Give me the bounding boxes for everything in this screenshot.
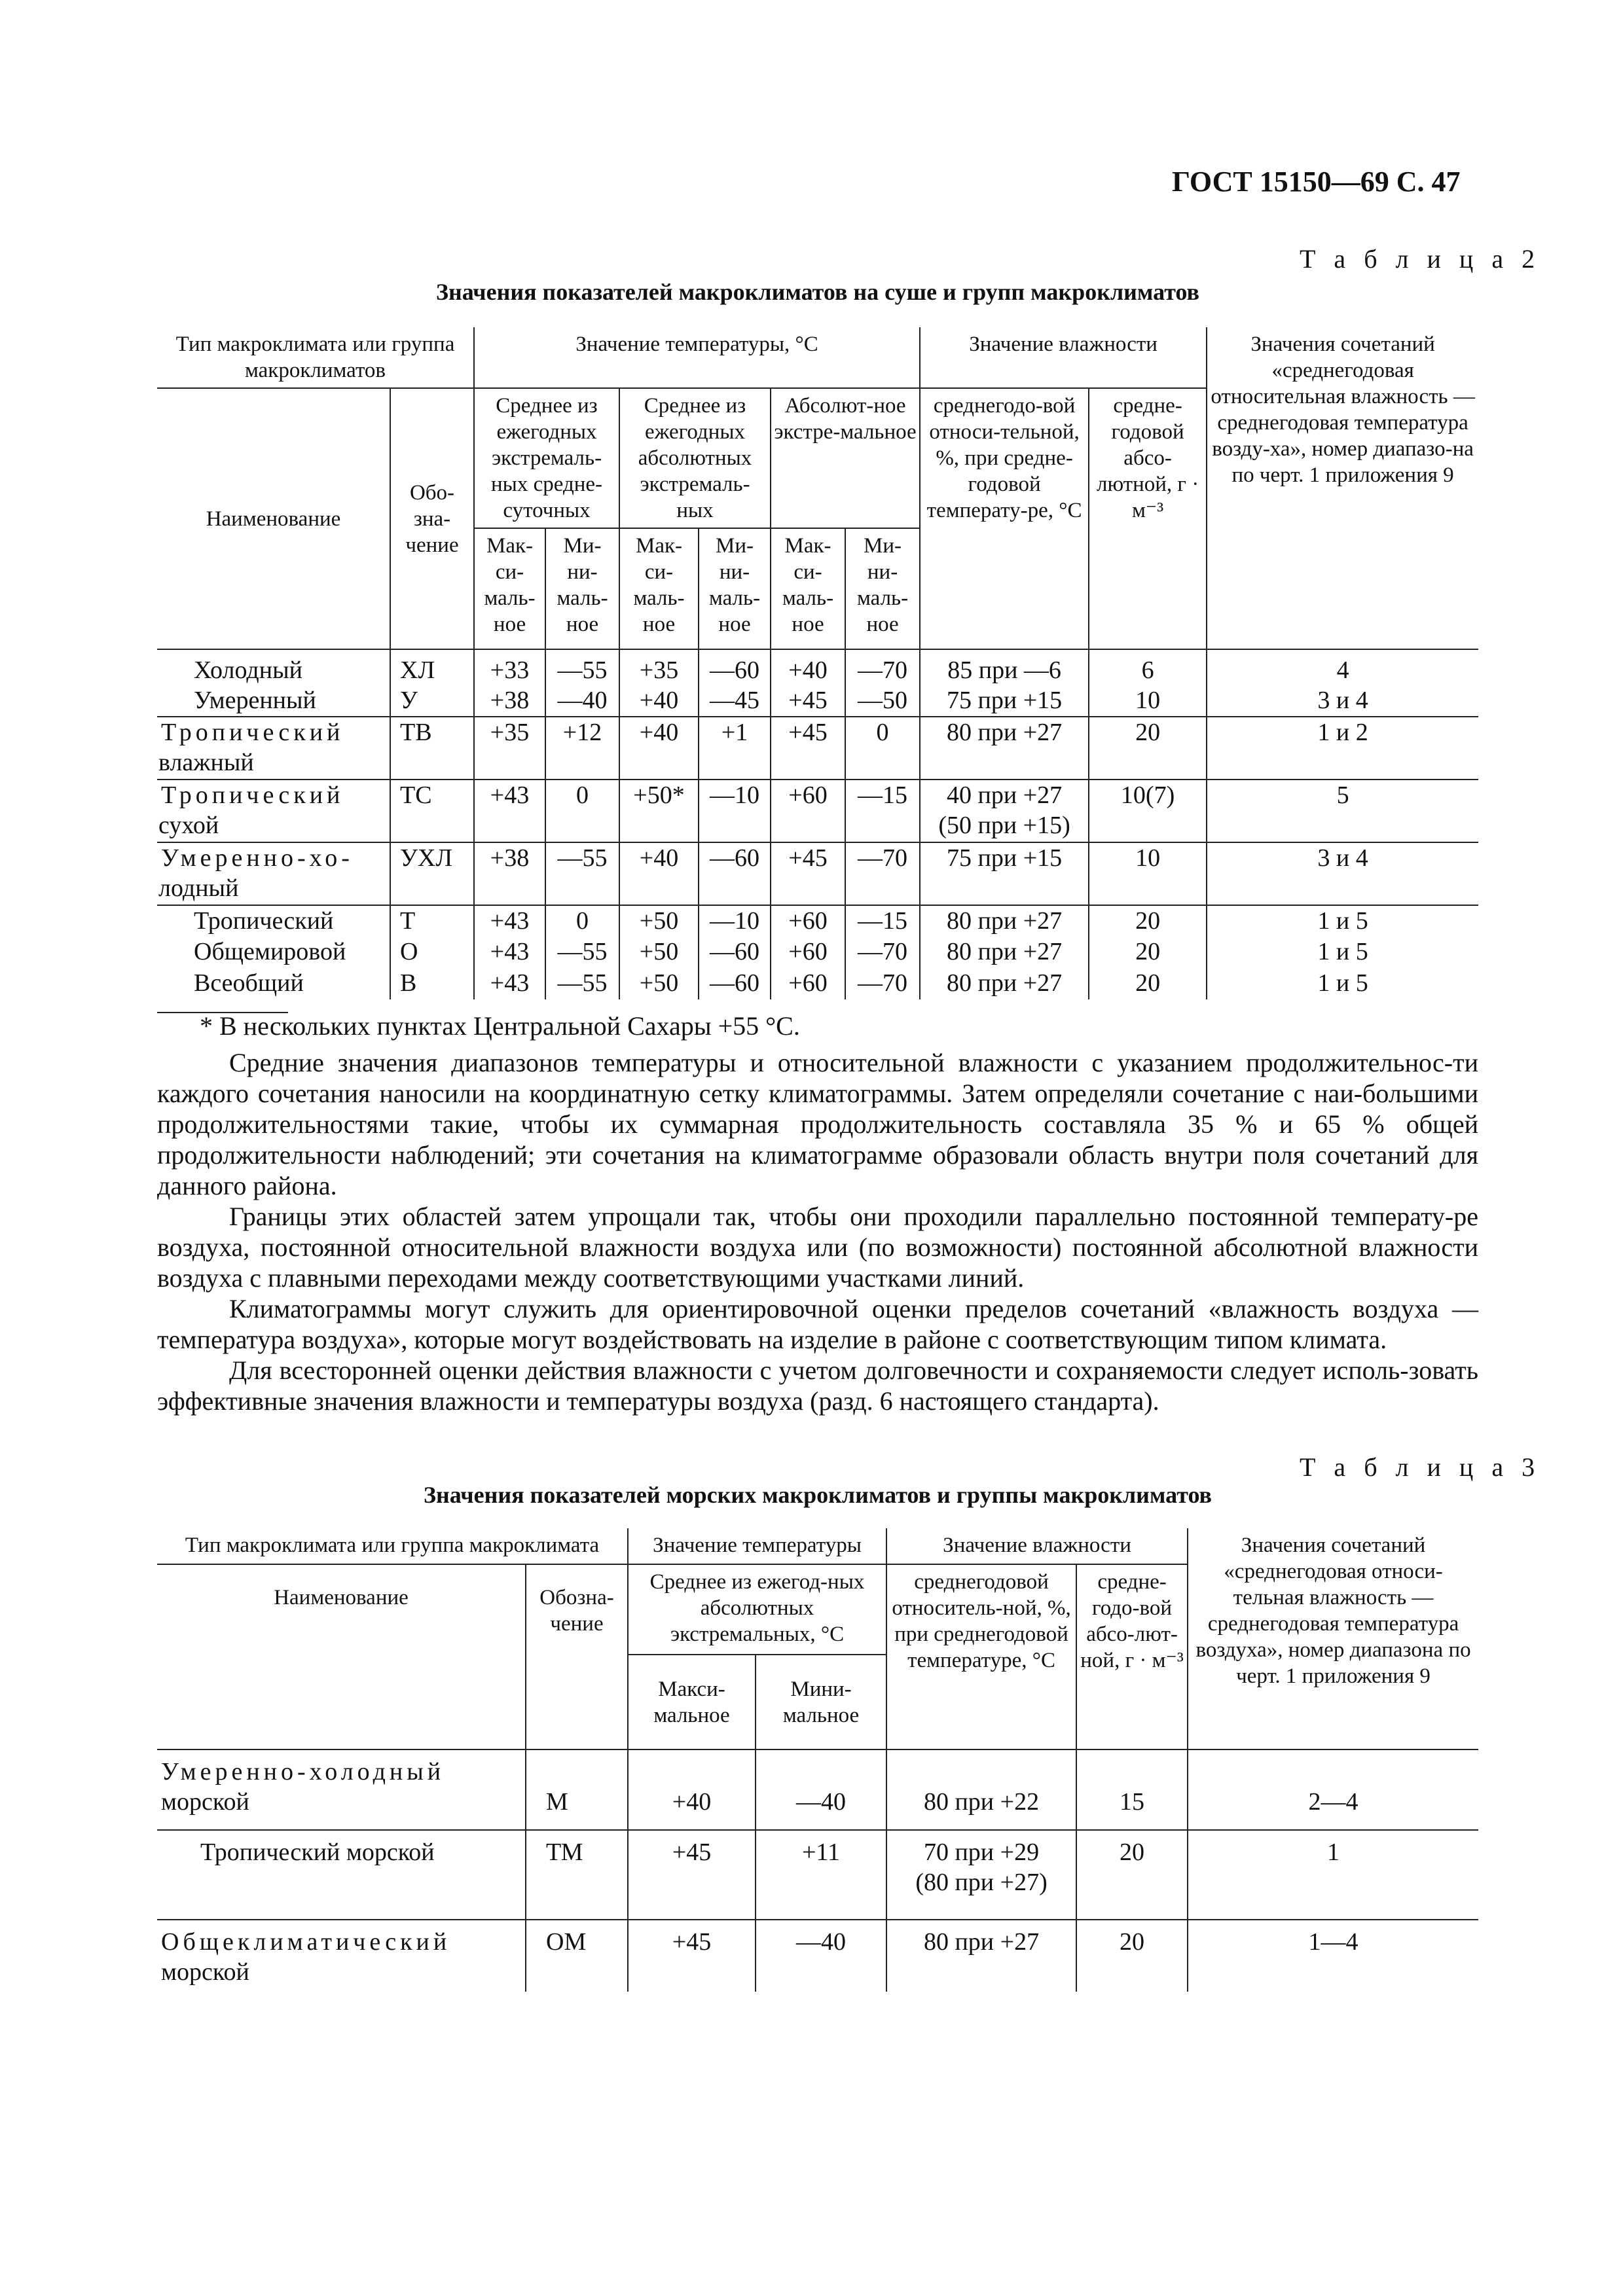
row-abs-humidity: 20 xyxy=(1076,1830,1188,1920)
table2-footnote: * В нескольких пунктах Центральной Сахары +55 °С. xyxy=(200,1011,800,1041)
row-rel-humidity xyxy=(886,1749,1076,1830)
row-rel-line2: (80 при +27) xyxy=(915,1869,1048,1896)
row-temp-value: +50* xyxy=(619,780,699,842)
row-temp-value: —10 xyxy=(699,905,771,937)
row-name-line2: влажный xyxy=(158,749,254,776)
row-temp-value: +35 xyxy=(474,717,545,780)
paragraph: Границы этих областей затем упрощали так, чтобы они проходили параллельно постоянной температу-ре воздуха, постоянной относительной влажности воздуха или (по возможности) постоянной абсолютной влажности воздуха с плавными переходами между соответствующими участками линий. xyxy=(157,1202,1478,1293)
t2-h-max: Мак-си-маль-ное xyxy=(619,528,699,649)
row-name-line2: морской xyxy=(161,1788,249,1816)
row-temp-value: +38 xyxy=(474,685,545,717)
row-temp-value: —50 xyxy=(845,685,920,717)
row-temp-value: —60 xyxy=(699,968,771,999)
table-row xyxy=(157,1749,1478,1830)
t2-h-max: Мак-си-маль-ное xyxy=(474,528,545,649)
row-temp-value: —55 xyxy=(545,842,619,905)
row-temp-value: 0 xyxy=(845,717,920,780)
t2-h-rel: среднегодо-вой относи-тельной, %, при средне-годовой температу-ре, °С xyxy=(920,388,1089,649)
row-abs-humidity: 10(7) xyxy=(1089,780,1207,842)
row-combination: 3 и 4 xyxy=(1207,842,1478,905)
row-temp-value: —70 xyxy=(845,649,920,685)
row-combination: 1 xyxy=(1188,1830,1478,1920)
row-name-line1: Умеренно-хо- xyxy=(161,844,354,872)
table3-label: Т а б л и ц а 3 xyxy=(1300,1452,1541,1482)
table-row xyxy=(157,717,1478,780)
row-temp-value: +40 xyxy=(619,717,699,780)
table-row xyxy=(157,905,1478,937)
table-row xyxy=(157,649,1478,685)
row-abs-humidity: 15 xyxy=(1076,1749,1188,1830)
t2-h-min: Ми-ни-маль-ное xyxy=(845,528,920,649)
row-rel-line1: 80 при +27 xyxy=(947,938,1063,965)
row-temp-value: —15 xyxy=(845,905,920,937)
table-row xyxy=(157,937,1478,968)
row-rel-humidity xyxy=(920,649,1089,685)
row-name xyxy=(157,1920,526,1992)
row-temp-value: +35 xyxy=(619,649,699,685)
row-code: ХЛ xyxy=(390,649,474,685)
paragraph: Климатограммы могут служить для ориентировочной оценки пределов сочетаний «влажность воздуха — температура воздуха», которые могут воздействовать на изделие в районе с соответствующим типом климата. xyxy=(157,1294,1478,1354)
row-rel-line1: 75 при +15 xyxy=(947,687,1063,714)
row-max: +45 xyxy=(628,1830,756,1920)
t3-h-humidity: Значение влажности xyxy=(886,1528,1188,1564)
row-max: +40 xyxy=(628,1749,756,1830)
row-name-line1: Тропический xyxy=(194,907,334,935)
row-name xyxy=(157,649,390,685)
row-code: У xyxy=(390,685,474,717)
row-rel-humidity xyxy=(920,685,1089,717)
row-name xyxy=(157,780,390,842)
row-temp-value: +43 xyxy=(474,968,545,999)
row-rel-humidity xyxy=(886,1830,1076,1920)
row-temp-value: —70 xyxy=(845,842,920,905)
t2-h-min: Ми-ни-маль-ное xyxy=(545,528,619,649)
t2-h-humidity: Значение влажности xyxy=(920,327,1207,388)
row-abs-humidity: 6 xyxy=(1089,649,1207,685)
row-abs-humidity: 10 xyxy=(1089,685,1207,717)
row-name-line2: морской xyxy=(161,1958,249,1986)
t2-h-avg-daily: Среднее из ежегодных экстремаль-ных средне-суточных xyxy=(474,388,619,528)
t2-h-abs: средне-годовой абсо-лютной, г · м⁻³ xyxy=(1089,388,1207,649)
t3-h-rel: среднегодовой относитель-ной, %, при среднегодовой температуре, °С xyxy=(886,1564,1076,1749)
row-temp-value: +33 xyxy=(474,649,545,685)
row-code: М xyxy=(526,1749,628,1830)
t2-h-avg-abs: Среднее из ежегодных абсолютных экстремаль-ных xyxy=(619,388,771,528)
row-temp-value: +45 xyxy=(771,685,845,717)
t3-h-type: Тип макроклимата или группа макроклимата xyxy=(157,1528,628,1564)
t2-h-code: Обо-зна-чение xyxy=(390,388,474,649)
row-rel-humidity xyxy=(920,937,1089,968)
row-temp-value: —55 xyxy=(545,968,619,999)
row-abs-humidity: 20 xyxy=(1076,1920,1188,1992)
row-combination: 1 и 5 xyxy=(1207,968,1478,999)
row-combination: 5 xyxy=(1207,780,1478,842)
row-abs-humidity: 20 xyxy=(1089,968,1207,999)
row-temp-value: +40 xyxy=(771,649,845,685)
row-code: ОМ xyxy=(526,1920,628,1992)
t2-h-max: Мак-си-маль-ное xyxy=(771,528,845,649)
paragraph: Средние значения диапазонов температуры и относительной влажности с указанием продолжительнос-ти каждого сочетания наносили на координатную сетку климатограммы. Затем определяли сочетание с наи-большими продолжительностями такие, чтобы их суммарная продолжительность составляла 35 % и 65 % общей продолжительности наблюдений; эти сочетания на климатограмме образовали область внутри поля сочетаний для данного района. xyxy=(157,1048,1478,1200)
row-code: ТС xyxy=(390,780,474,842)
row-temp-value: +40 xyxy=(619,685,699,717)
row-name xyxy=(157,717,390,780)
row-rel-line1: 75 при +15 xyxy=(947,844,1063,872)
row-temp-value: +38 xyxy=(474,842,545,905)
row-temp-value: 0 xyxy=(545,905,619,937)
table-row xyxy=(157,780,1478,842)
row-name-line2: лодный xyxy=(158,874,239,902)
row-rel-line1: 80 при +27 xyxy=(947,719,1063,746)
row-combination: 1 и 5 xyxy=(1207,905,1478,937)
row-temp-value: +43 xyxy=(474,905,545,937)
row-combination: 2—4 xyxy=(1188,1749,1478,1830)
t3-h-code: Обозна-чение xyxy=(526,1564,628,1749)
row-min: —40 xyxy=(756,1920,886,1992)
t2-h-comb: Значения сочетаний «среднегодовая относительная влажность — среднегодовая температура возду-ха», номер диапазо-на по черт. 1 приложения 9 xyxy=(1207,327,1478,649)
row-temp-value: +60 xyxy=(771,968,845,999)
row-rel-humidity xyxy=(920,968,1089,999)
row-name-line2: сухой xyxy=(158,812,219,839)
table3 xyxy=(157,1528,1478,1992)
row-rel-line1: 85 при —6 xyxy=(947,656,1061,684)
row-temp-value: —40 xyxy=(545,685,619,717)
row-name-line1: Общемировой xyxy=(194,938,346,965)
table-row xyxy=(157,1920,1478,1992)
row-rel-line1: 70 при +29 xyxy=(923,1839,1040,1866)
row-rel-humidity xyxy=(920,905,1089,937)
row-temp-value: —60 xyxy=(699,649,771,685)
row-temp-value: —70 xyxy=(845,968,920,999)
row-temp-value: +60 xyxy=(771,905,845,937)
table3-title: Значения показателей морских макроклиматов и группы макроклиматов xyxy=(424,1482,1212,1508)
row-rel-line2: (50 при +15) xyxy=(938,812,1070,839)
row-temp-value: +50 xyxy=(619,905,699,937)
row-name xyxy=(157,1830,526,1920)
row-temp-value: 0 xyxy=(545,780,619,842)
row-combination: 1 и 5 xyxy=(1207,937,1478,968)
t2-h-name: Наименование xyxy=(157,388,390,649)
row-code: Т xyxy=(390,905,474,937)
row-min: —40 xyxy=(756,1749,886,1830)
row-temp-value: —15 xyxy=(845,780,920,842)
row-temp-value: +60 xyxy=(771,780,845,842)
row-abs-humidity: 20 xyxy=(1089,937,1207,968)
t3-h-max: Макси-мальное xyxy=(628,1655,756,1749)
row-temp-value: —60 xyxy=(699,937,771,968)
row-abs-humidity: 10 xyxy=(1089,842,1207,905)
t2-h-min: Ми-ни-маль-ное xyxy=(699,528,771,649)
paragraph: Для всесторонней оценки действия влажности с учетом долговечности и сохраняемости следует исполь-зовать эффективные значения влажности и температуры воздуха (разд. 6 настоящего стандарта). xyxy=(157,1355,1478,1416)
row-name xyxy=(157,685,390,717)
table2-title: Значения показателей макроклиматов на суше и групп макроклиматов xyxy=(436,279,1199,305)
row-temp-value: +40 xyxy=(619,842,699,905)
row-name xyxy=(157,968,390,999)
row-name xyxy=(157,905,390,937)
row-name-line1: Умеренный xyxy=(194,687,316,714)
body-text xyxy=(157,1047,1478,1416)
t3-h-abs: средне-годо-вой абсо-лют-ной, г · м⁻³ xyxy=(1076,1564,1188,1749)
table-row xyxy=(157,968,1478,999)
row-temp-value: +50 xyxy=(619,937,699,968)
row-name-line1: Тропический xyxy=(161,781,344,809)
row-temp-value: —60 xyxy=(699,842,771,905)
row-rel-humidity xyxy=(920,842,1089,905)
table-row xyxy=(157,842,1478,905)
row-combination: 1 и 2 xyxy=(1207,717,1478,780)
table2-label: Т а б л и ц а 2 xyxy=(1300,244,1541,274)
row-temp-value: —55 xyxy=(545,937,619,968)
row-rel-line1: 80 при +27 xyxy=(947,969,1063,997)
row-code: О xyxy=(390,937,474,968)
t2-h-temp: Значение температуры, °С xyxy=(474,327,920,388)
row-temp-value: +60 xyxy=(771,937,845,968)
t3-h-comb: Значения сочетаний «среднегодовая относи-тельная влажность — среднегодовая температура воздуха», номер диапазона по черт. 1 приложения 9 xyxy=(1188,1528,1478,1749)
row-min: +11 xyxy=(756,1830,886,1920)
row-name xyxy=(157,842,390,905)
row-name-line1: Всеобщий xyxy=(194,969,304,997)
row-abs-humidity: 20 xyxy=(1089,717,1207,780)
row-rel-humidity xyxy=(920,780,1089,842)
row-name-line1: Общеклиматический xyxy=(161,1928,451,1956)
row-temp-value: —70 xyxy=(845,937,920,968)
row-rel-line1: 80 при +27 xyxy=(923,1928,1040,1956)
row-max: +45 xyxy=(628,1920,756,1992)
row-rel-line1: 40 при +27 xyxy=(947,781,1063,809)
row-rel-line1: 80 при +22 xyxy=(923,1788,1040,1816)
row-rel-humidity xyxy=(920,717,1089,780)
row-rel-line1: 80 при +27 xyxy=(947,907,1063,935)
row-code: В xyxy=(390,968,474,999)
row-combination: 4 xyxy=(1207,649,1478,685)
table-row xyxy=(157,685,1478,717)
row-name-line1: Тропический морской xyxy=(200,1839,435,1866)
row-temp-value: +43 xyxy=(474,937,545,968)
t3-h-avg-abs: Среднее из ежегод-ных абсолютных экстремальных, °С xyxy=(628,1564,886,1655)
row-temp-value: —10 xyxy=(699,780,771,842)
t2-h-type: Тип макроклимата или группа макроклиматов xyxy=(157,327,474,388)
t3-h-min: Мини-мальное xyxy=(756,1655,886,1749)
row-code: ТВ xyxy=(390,717,474,780)
page-header: ГОСТ 15150—69 С. 47 xyxy=(1172,166,1461,198)
row-temp-value: +50 xyxy=(619,968,699,999)
t2-h-absolute: Абсолют-ное экстре-мальное xyxy=(771,388,920,528)
table2 xyxy=(157,327,1478,999)
row-combination: 3 и 4 xyxy=(1207,685,1478,717)
row-code: УХЛ xyxy=(390,842,474,905)
row-temp-value: +45 xyxy=(771,842,845,905)
row-temp-value: +45 xyxy=(771,717,845,780)
row-code: ТМ xyxy=(526,1830,628,1920)
row-combination: 1—4 xyxy=(1188,1920,1478,1992)
row-name xyxy=(157,937,390,968)
row-name-line1: Умеренно-холодный xyxy=(161,1758,445,1785)
table-row xyxy=(157,1830,1478,1920)
t3-h-temp: Значение температуры xyxy=(628,1528,886,1564)
t3-h-name: Наименование xyxy=(157,1564,526,1749)
row-temp-value: +12 xyxy=(545,717,619,780)
row-temp-value: —45 xyxy=(699,685,771,717)
row-name-line1: Тропический xyxy=(161,719,344,746)
row-name xyxy=(157,1749,526,1830)
row-temp-value: +1 xyxy=(699,717,771,780)
row-name-line1: Холодный xyxy=(194,656,302,684)
row-temp-value: —55 xyxy=(545,649,619,685)
row-temp-value: +43 xyxy=(474,780,545,842)
row-abs-humidity: 20 xyxy=(1089,905,1207,937)
row-rel-humidity xyxy=(886,1920,1076,1992)
